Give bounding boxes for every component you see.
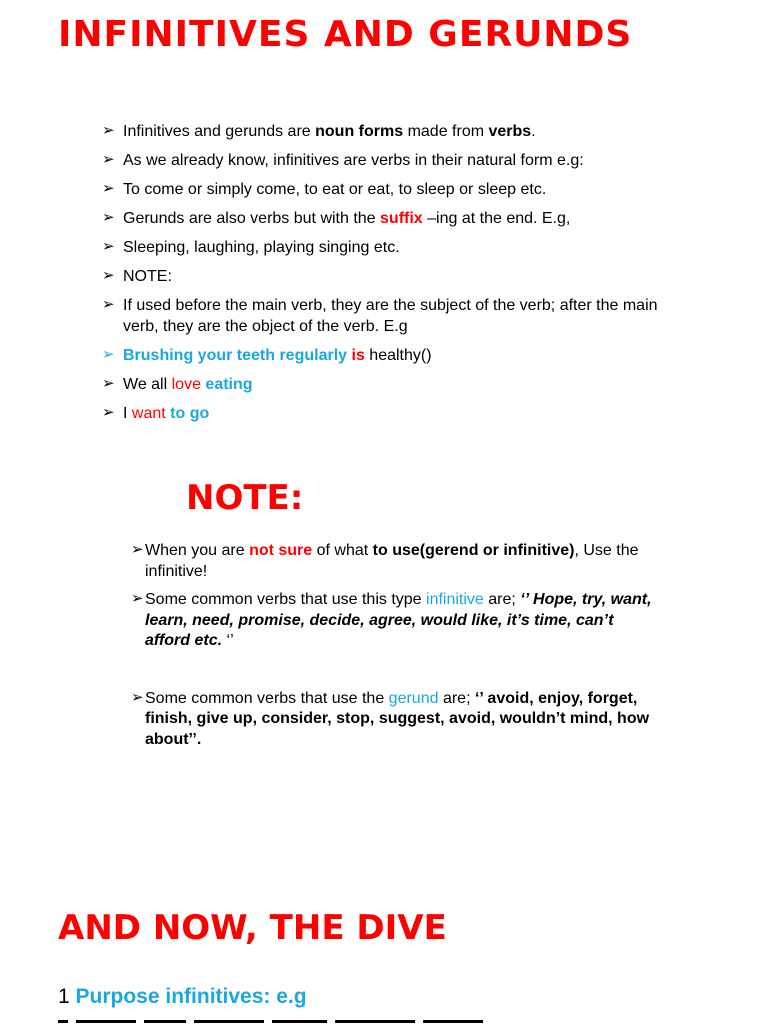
intro-bullet-list — [102, 122, 662, 433]
list-item: ➢ Sleeping, laughing, playing singing etc. — [102, 238, 400, 256]
list-item: ➢ Infinitives and gerunds are noun forms made from verbs. — [102, 122, 536, 140]
list-item: ➢ Gerunds are also verbs but with the suffix –ing at the end. E.g, — [102, 209, 571, 227]
arrow-bullet-icon: ➢ — [131, 688, 144, 706]
arrow-bullet-icon: ➢ — [102, 374, 115, 392]
arrow-bullet-icon: ➢ — [102, 403, 115, 421]
list-item: ➢ Some common verbs that use this type infinitive are; ‘’ Hope, try, want, learn, need, promise, decide, agree, would like, it’s time, can’t afford etc. ‘’ — [131, 590, 652, 649]
page-title: INFINITIVES AND GERUNDS — [58, 14, 633, 55]
arrow-bullet-icon: ➢ — [102, 267, 115, 284]
cropped-next-line — [58, 1016, 658, 1024]
arrow-bullet-icon: ➢ — [131, 590, 144, 607]
list-item: ➢ NOTE: — [102, 267, 172, 285]
list-item: ➢ If used before the main verb, they are the subject of the verb; after the main verb, they are the object of the verb. E.g — [102, 296, 658, 335]
list-item: ➢ We all love eating — [102, 374, 253, 393]
arrow-bullet-icon: ➢ — [102, 296, 115, 313]
arrow-bullet-icon: ➢ — [102, 209, 115, 226]
section-1-title: 1 Purpose infinitives: e.g — [58, 985, 307, 1008]
note-bullet-list — [131, 541, 661, 750]
arrow-bullet-icon: ➢ — [102, 345, 115, 363]
list-item: ➢ To come or simply come, to eat or eat, to sleep or sleep etc. — [102, 180, 547, 198]
arrow-bullet-icon: ➢ — [102, 151, 115, 168]
list-item: ➢ As we already know, infinitives are verbs in their natural form e.g: — [102, 151, 584, 169]
arrow-bullet-icon: ➢ — [102, 238, 115, 255]
list-item: ➢ I want to go — [102, 403, 210, 422]
arrow-bullet-icon: ➢ — [131, 541, 144, 558]
list-item: ➢ Brushing your teeth regularly is healthy() — [102, 345, 432, 364]
arrow-bullet-icon: ➢ — [102, 180, 115, 197]
list-item: ➢ Some common verbs that use the gerund are; ‘’ avoid, enjoy, forget, finish, give up, consider, stop, suggest, avoid, wouldn’t mind, how about’’. — [131, 688, 650, 748]
note-heading: NOTE: — [186, 478, 304, 518]
list-item: ➢ When you are not sure of what to use(gerend or infinitive), Use the infinitive! — [131, 541, 639, 580]
dive-heading: AND NOW, THE DIVE — [58, 908, 447, 948]
arrow-bullet-icon: ➢ — [102, 122, 115, 139]
